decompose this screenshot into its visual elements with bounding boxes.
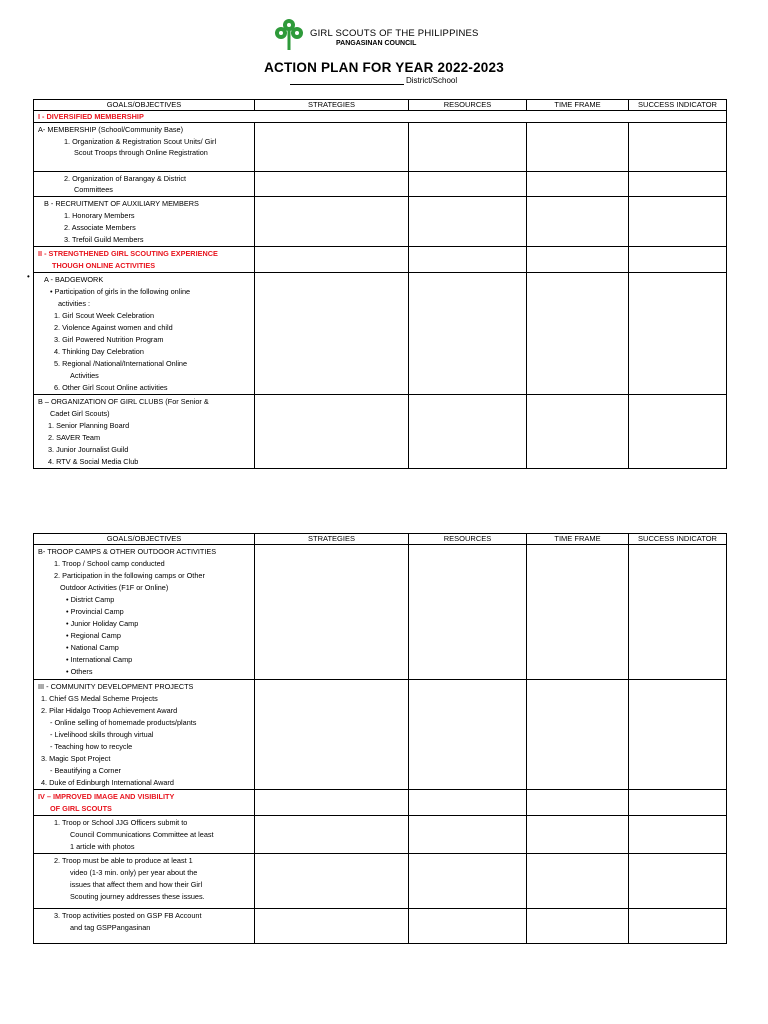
table-row: [34, 247, 727, 273]
list-item: Committees: [74, 185, 113, 194]
list-item: • Junior Holiday Camp: [66, 619, 139, 628]
col-success-indicator: SUCCESS INDICATOR: [629, 100, 727, 111]
col-goals: GOALS/OBJECTIVES: [34, 534, 255, 545]
list-item: and tag GSPPangasinan: [70, 923, 151, 932]
col-time-frame: TIME FRAME: [527, 534, 629, 545]
section-heading-cont: THOUGH ONLINE ACTIVITIES: [52, 261, 156, 270]
table-row: [34, 545, 727, 680]
list-item: - Online selling of homemade products/plants: [50, 718, 197, 727]
list-item: 1 article with photos: [70, 842, 135, 851]
stray-bullet: •: [27, 272, 30, 281]
list-item: 2. Pilar Hidalgo Troop Achievement Award: [41, 706, 178, 715]
list-item: 4. Duke of Edinburgh International Award: [41, 778, 174, 787]
list-item: 3. Troop activities posted on GSP FB Account: [54, 911, 202, 920]
list-item: 1. Senior Planning Board: [48, 421, 130, 430]
table-row: [34, 273, 727, 395]
col-time-frame: TIME FRAME: [527, 100, 629, 111]
table-row: [34, 790, 727, 816]
col-resources: RESOURCES: [409, 534, 527, 545]
list-item: issues that affect them and how their Girl: [70, 880, 203, 889]
section-heading: I - DIVERSIFIED MEMBERSHIP: [38, 112, 144, 121]
list-item: 1. Honorary Members: [64, 211, 135, 220]
action-plan-table-2: [33, 533, 727, 944]
list-item: 3. Girl Powered Nutrition Program: [54, 335, 164, 344]
subsection-title: A- MEMBERSHIP (School/Community Base): [38, 125, 184, 134]
org-name: GIRL SCOUTS OF THE PHILIPPINES: [310, 28, 479, 39]
table-row: [34, 111, 727, 123]
district-field: [290, 76, 457, 85]
table-row: [34, 909, 727, 944]
list-item: 3. Magic Spot Project: [41, 754, 111, 763]
list-item: 2. Violence Against women and child: [54, 323, 173, 332]
list-item: Scout Troops through Online Registration: [74, 148, 208, 157]
page-title: ACTION PLAN FOR YEAR 2022-2023: [264, 60, 504, 75]
table-row: [34, 395, 727, 469]
district-blank-line: [290, 76, 404, 85]
list-item: - Livelihood skills through virtual: [50, 730, 154, 739]
list-item: 2. Associate Members: [64, 223, 136, 232]
list-item: 1. Troop or School JJG Officers submit to: [54, 818, 188, 827]
list-item: 2. Organization of Barangay & District: [64, 174, 187, 183]
list-item: Activities: [70, 371, 99, 380]
list-item: • Regional Camp: [66, 631, 121, 640]
list-item: - Teaching how to recycle: [50, 742, 133, 751]
table-row: [34, 172, 727, 197]
col-resources: RESOURCES: [409, 100, 527, 111]
action-plan-table-1: [33, 99, 727, 469]
list-item: Council Communications Committee at least: [70, 830, 214, 839]
subsection-title: B- TROOP CAMPS & OTHER OUTDOOR ACTIVITIES: [38, 547, 217, 556]
table-row: [34, 816, 727, 854]
col-goals: GOALS/OBJECTIVES: [34, 100, 255, 111]
list-item: 2. Participation in the following camps or Other: [54, 571, 205, 580]
section-heading-cont: OF GIRL SCOUTS: [50, 804, 112, 813]
list-item: Outdoor Activities (F1F or Online): [60, 583, 169, 592]
list-item: • International Camp: [66, 655, 133, 664]
list-item: - Beautifying a Corner: [50, 766, 121, 775]
list-item: 1. Organization & Registration Scout Units/ Girl: [64, 137, 217, 146]
list-item: • Others: [66, 667, 93, 676]
subsection-title: A - BADGEWORK: [44, 275, 104, 284]
table-row: [34, 197, 727, 247]
list-item: 4. RTV & Social Media Club: [48, 457, 139, 466]
table-row: [34, 854, 727, 909]
list-item: 3. Trefoil Guild Members: [64, 235, 144, 244]
subsection-title: B – ORGANIZATION OF GIRL CLUBS (For Senior &: [38, 397, 209, 406]
list-item: 2. SAVER Team: [48, 433, 101, 442]
list-item: video (1-3 min. only) per year about the: [70, 868, 198, 877]
section-heading: II - STRENGTHENED GIRL SCOUTING EXPERIENCE: [38, 249, 218, 258]
list-item: 1. Troop / School camp conducted: [54, 559, 165, 568]
list-item: 1. Girl Scout Week Celebration: [54, 311, 155, 320]
list-item: 2. Troop must be able to produce at least 1: [54, 856, 193, 865]
table-row: [34, 680, 727, 790]
subsection-title: III - COMMUNITY DEVELOPMENT PROJECTS: [38, 682, 194, 691]
list-item: Scouting journey addresses these issues.: [70, 892, 205, 901]
col-strategies: STRATEGIES: [255, 534, 409, 545]
list-item: 1. Chief GS Medal Scheme Projects: [41, 694, 158, 703]
list-item: • Participation of girls in the following online: [50, 287, 191, 296]
list-item: • Provincial Camp: [66, 607, 124, 616]
list-item: 5. Regional /National/International Online: [54, 359, 188, 368]
col-strategies: STRATEGIES: [255, 100, 409, 111]
council-name: PANGASINAN COUNCIL: [336, 40, 417, 47]
list-item: 4. Thinking Day Celebration: [54, 347, 144, 356]
col-success-indicator: SUCCESS INDICATOR: [629, 534, 727, 545]
section-heading: IV – IMPROVED IMAGE AND VISIBILITY: [38, 792, 175, 801]
table-row: [34, 123, 727, 172]
list-item: 6. Other Girl Scout Online activities: [54, 383, 168, 392]
subsection-title-cont: Cadet Girl Scouts): [50, 409, 110, 418]
table-header-row: [34, 100, 727, 111]
list-item: • District Camp: [66, 595, 115, 604]
list-item: 3. Junior Journalist Guild: [48, 445, 129, 454]
subsection-title: B - RECRUITMENT OF AUXILIARY MEMBERS: [44, 199, 199, 208]
list-item: activities :: [58, 299, 91, 308]
table-header-row: [34, 534, 727, 545]
district-label: District/School: [406, 76, 458, 85]
trefoil-logo-icon: [272, 16, 306, 54]
list-item: • National Camp: [66, 643, 119, 652]
